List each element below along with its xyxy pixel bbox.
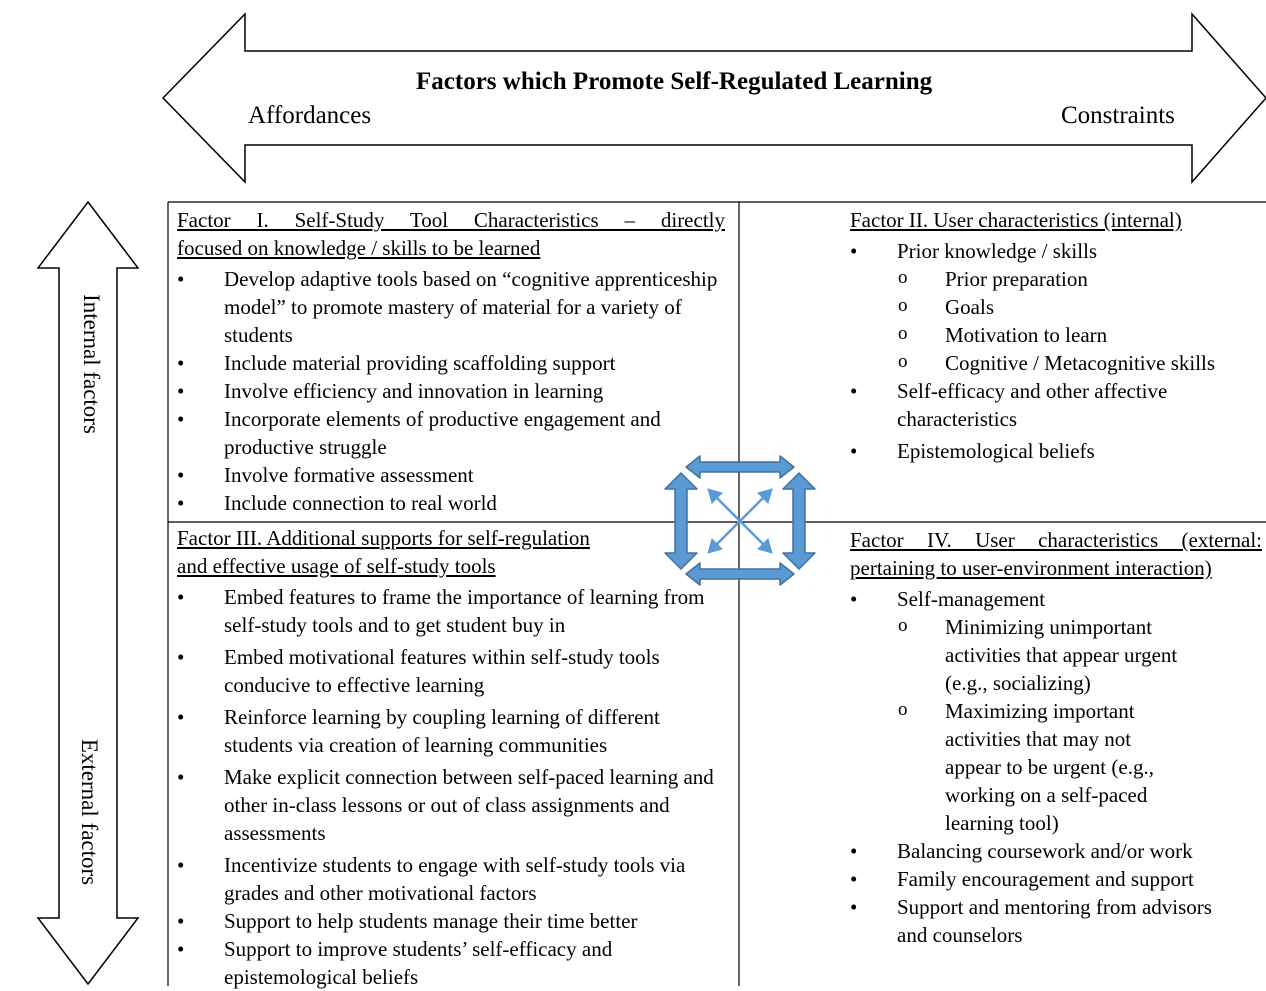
factor-2-heading: Factor II. User characteristics (internal): [850, 208, 1182, 232]
factor-1-heading-line1: Factor I. Self-Study Tool Characteristics – directly: [177, 208, 725, 232]
factor-4-heading-line1: Factor IV. User characteristics (external:: [850, 528, 1262, 552]
list-item: • Embed motivational features within self-study tools conducive to effective learning: [177, 643, 729, 699]
list-item: • Support to help students manage their time better: [177, 907, 729, 935]
factor-2-list: [850, 237, 1262, 465]
factor-3-list: [177, 583, 729, 991]
quadrant-factor-4: [850, 526, 1262, 949]
list-item: • Support to improve students’ self-efficacy and epistemological beliefs: [177, 935, 694, 991]
sub-list-item: o Minimizing unimportant activities that appear urgent (e.g., socializing): [850, 613, 1185, 697]
list-item: • Reinforce learning by coupling learning of different students via creation of learning communities: [177, 703, 729, 759]
sub-list-item: o Maximizing important activities that may not appear to be urgent (e.g., working on a self-paced learning tool): [850, 697, 1185, 837]
factor-4-list: [850, 585, 1262, 949]
external-factors-label: External factors: [77, 738, 102, 886]
list-item: • Include material providing scaffolding support: [177, 349, 725, 377]
list-item: • Balancing coursework and/or work: [850, 837, 1262, 865]
list-item: • Prior knowledge / skills: [850, 237, 1262, 265]
bidirectional-cycle-arrows-icon: [664, 455, 816, 587]
list-item: • Develop adaptive tools based on “cognitive apprenticeship model” to promote mastery of material for a variety of students: [177, 265, 725, 349]
list-item: • Make explicit connection between self-paced learning and other in-class lessons or out of class assignments and assessments: [177, 763, 729, 847]
sub-list-item: o Prior preparation: [850, 265, 1262, 293]
quadrant-factor-2: [850, 206, 1262, 465]
list-item: • Epistemological beliefs: [850, 437, 1262, 465]
list-item: • Self-efficacy and other affective characteristics: [850, 377, 1217, 433]
list-item: • Support and mentoring from advisors and counselors: [850, 893, 1217, 949]
list-item: • Family encouragement and support: [850, 865, 1262, 893]
sub-list-item: o Cognitive / Metacognitive skills: [850, 349, 1262, 377]
list-item: • Involve formative assessment: [177, 461, 725, 489]
factor-3-heading-line1: Factor III. Additional supports for self-regulation: [177, 526, 590, 550]
list-item: • Include connection to real world: [177, 489, 725, 517]
list-item: • Self-management: [850, 585, 1262, 613]
horizontal-double-arrow: [163, 14, 1266, 182]
list-item: • Involve efficiency and innovation in learning: [177, 377, 725, 405]
factor-1-heading-line2: focused on knowledge / skills to be learned: [177, 236, 541, 260]
quadrant-factor-1: [177, 206, 725, 517]
list-item: • Embed features to frame the importance of learning from self-study tools and to get student buy in: [177, 583, 729, 639]
factor-1-list: [177, 265, 725, 517]
list-item: • Incentivize students to engage with self-study tools via grades and other motivational factors: [177, 851, 729, 907]
sub-list-item: o Goals: [850, 293, 1262, 321]
factor-3-heading-line2: and effective usage of self-study tools: [177, 554, 496, 578]
sub-list-item: o Motivation to learn: [850, 321, 1262, 349]
affordances-label: Affordances: [248, 102, 372, 129]
constraints-label: Constraints: [1061, 102, 1175, 129]
list-item: • Incorporate elements of productive engagement and productive struggle: [177, 405, 725, 461]
factor-4-heading-line2: pertaining to user-environment interaction): [850, 556, 1212, 580]
quadrant-factor-3: [177, 524, 729, 991]
internal-factors-label: Internal factors: [79, 294, 104, 434]
